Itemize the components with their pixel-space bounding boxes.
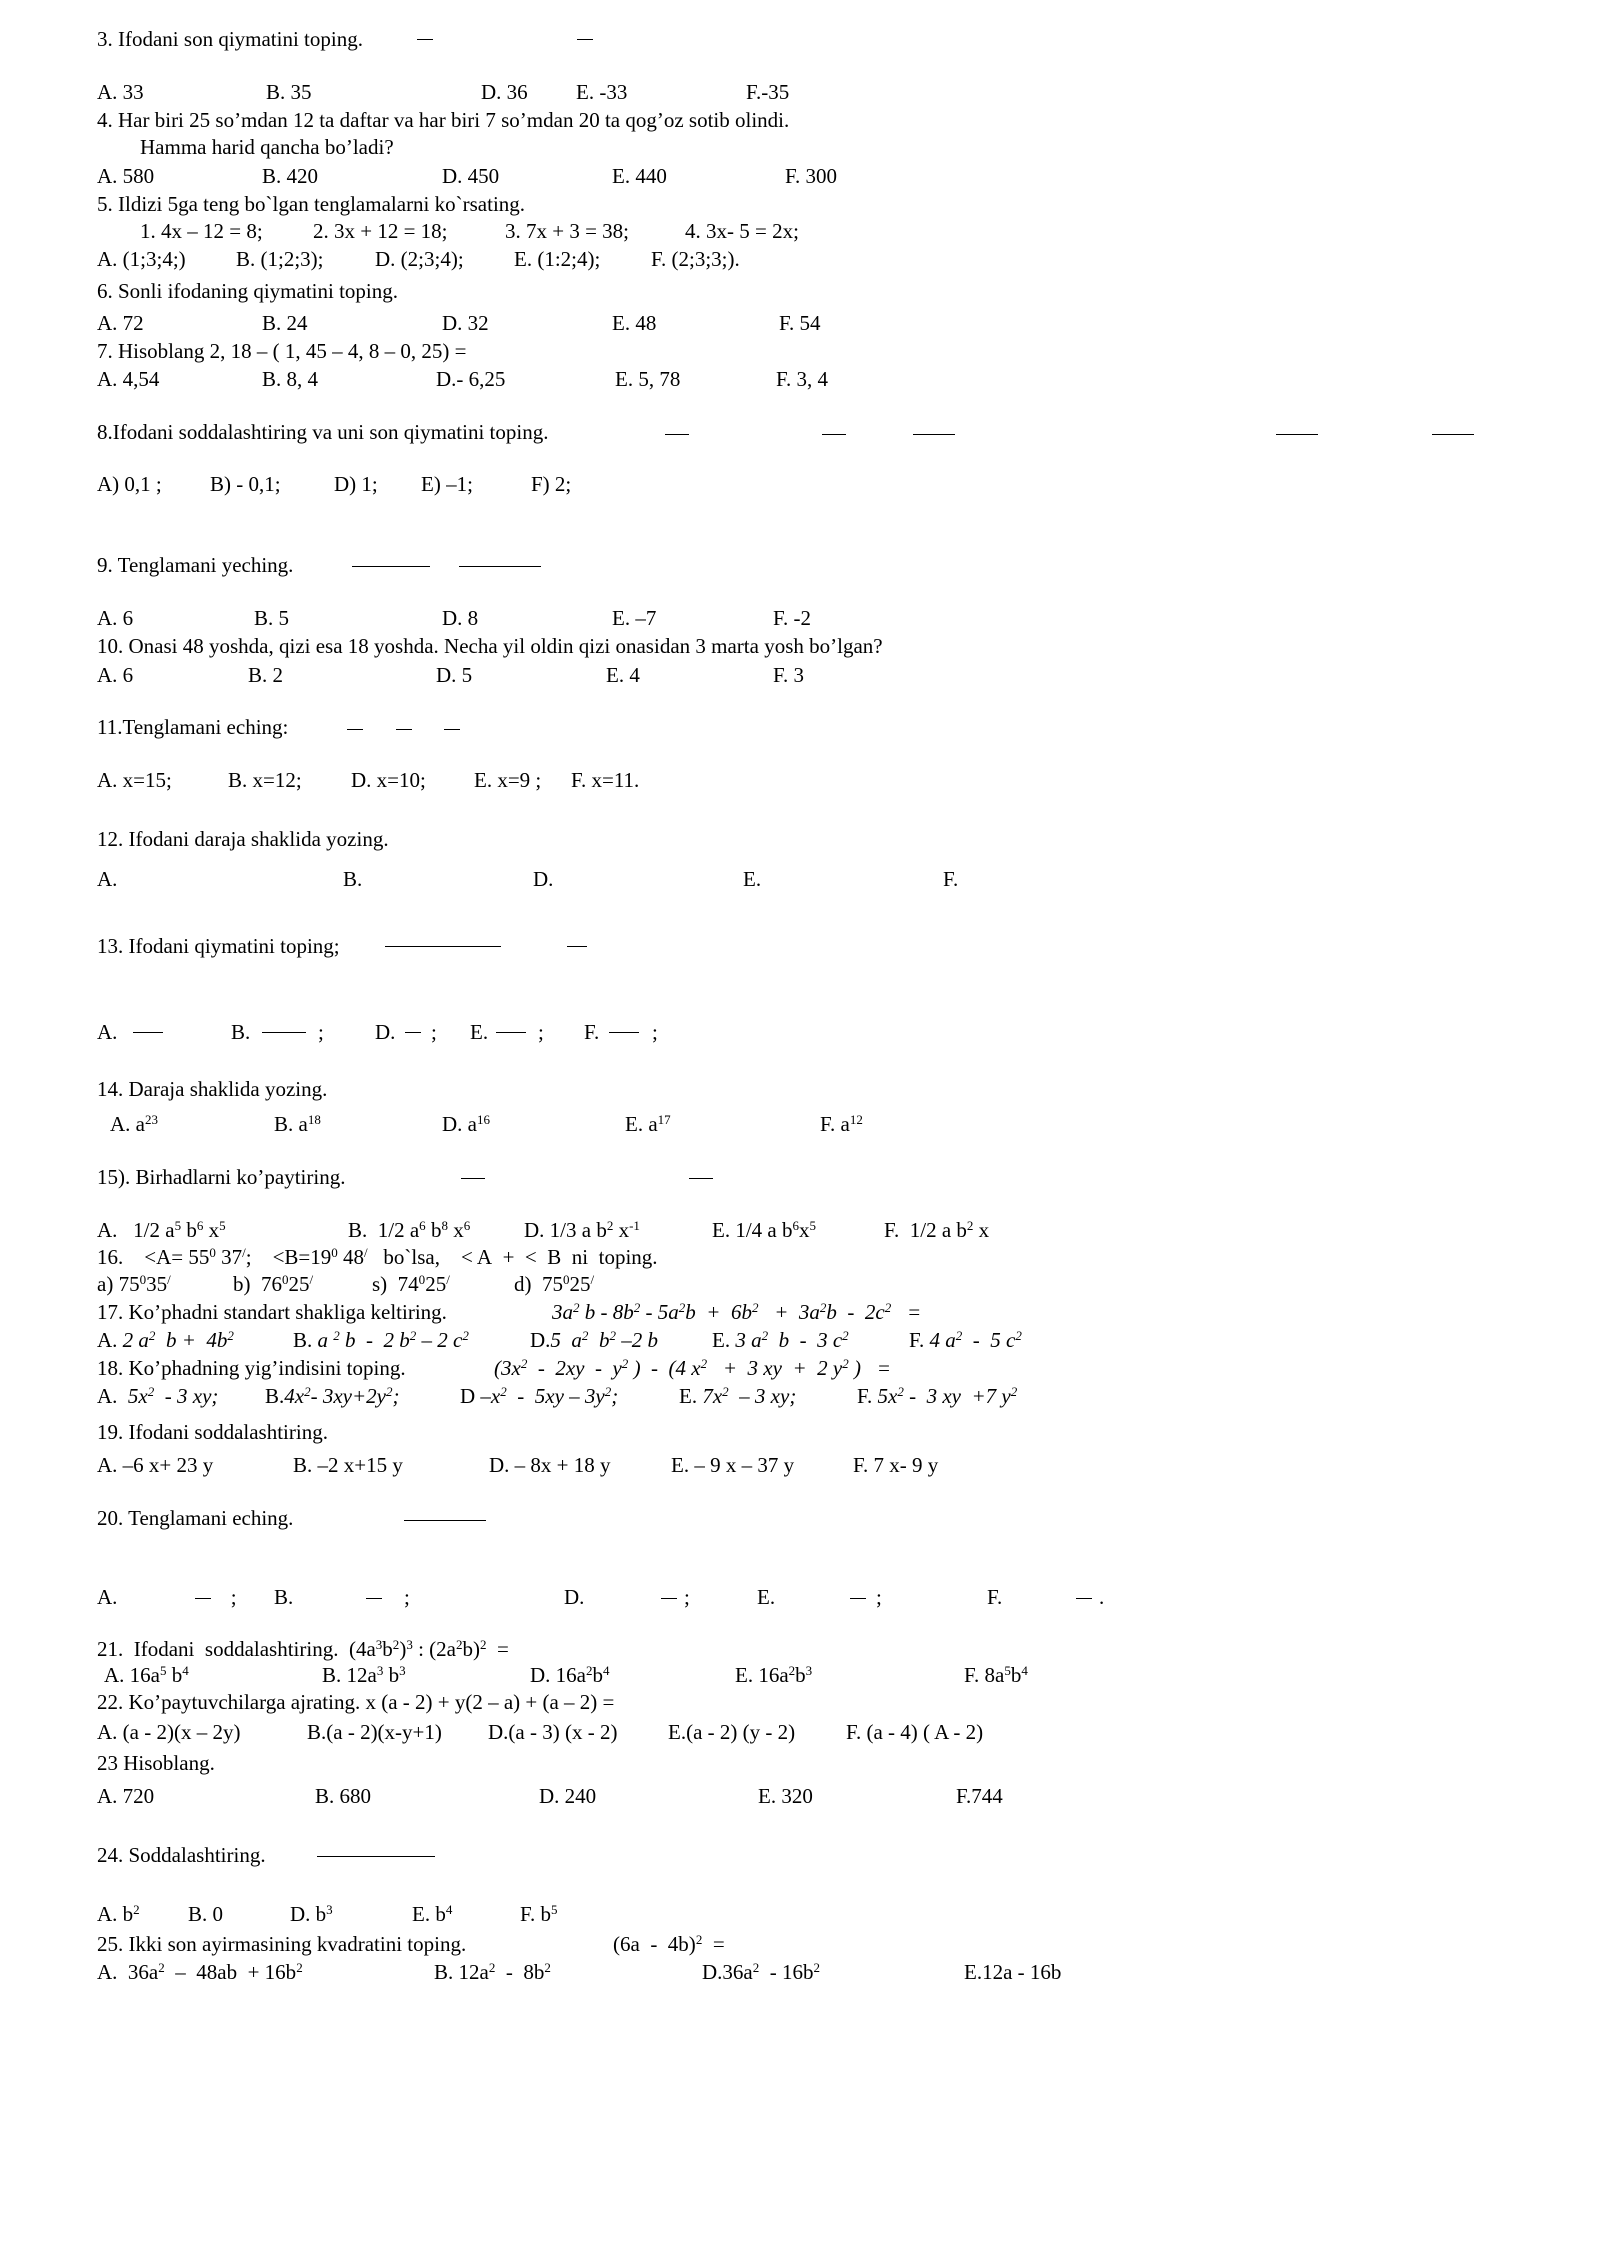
q18-option-a: A. $5x^2 - 3$ xy;	[97, 1383, 219, 1408]
fraction-bar	[850, 1598, 866, 1599]
q3-option-f: F.-35	[746, 80, 790, 104]
q6-option-d: D. 32	[442, 311, 489, 335]
q25-expression: (6a - 4b)$^2$ =	[613, 1931, 725, 1956]
q13-option-d-tail: ;	[431, 1020, 437, 1044]
q21-option-b: B. $12a^3$ $b^3$	[322, 1662, 406, 1687]
q3-option-d: D. 36	[481, 80, 528, 104]
q9-option-d: D. 8	[442, 606, 479, 630]
q20-option-e-tail: ;	[876, 1585, 882, 1609]
q20-option-f: F.	[987, 1585, 1003, 1609]
q14-option-e: E. $a^{17}$	[625, 1111, 671, 1136]
q5-option-f: F. (2;3;3;).	[651, 247, 740, 271]
q20-option-a-tail: ;	[194, 1585, 237, 1609]
q7-option-e: E. 5, 78	[615, 367, 681, 391]
q25-option-d: $D.36a^2 - 16b^2$	[702, 1959, 821, 1984]
q6-question: 6. Sonli ifodaning qiymatini toping.	[97, 279, 398, 303]
fraction-bar	[913, 434, 955, 435]
q9-option-b: B. 5	[254, 606, 290, 630]
q23-option-d: D. 240	[539, 1784, 597, 1808]
q10-option-e: E. 4	[606, 663, 640, 687]
q3-option-a: A. 33	[97, 80, 144, 104]
fraction-bar	[665, 434, 689, 435]
q16-question: 16. $<A= 55^0$ 37/; $<B=19^0$ 48/ bo`lsa, < A + < B ni toping.	[97, 1244, 658, 1269]
q5-eq-2: 2. 3x + 12 = 18;	[313, 219, 448, 243]
q25-question: 25. Ikki son ayirmasining kvadratini toping.	[97, 1932, 467, 1956]
q9-option-e: E. –7	[612, 606, 657, 630]
q19-question: 19. Ifodani soddalashtiring.	[97, 1420, 328, 1444]
fraction-bar	[417, 39, 433, 40]
q6-option-f: F. 54	[779, 311, 821, 335]
q18-option-f: F. $5x^2 - 3$ xy +7 $y^2$	[857, 1383, 1018, 1408]
q13-option-b-tail: ;	[318, 1020, 324, 1044]
q17-option-b: B. a $^2$ b - 2 $b^2 - 2$ $c^2$	[293, 1327, 469, 1352]
q16-option-s: s) $74^025^/$	[372, 1271, 450, 1296]
q17-option-d: D.5 $a^2$ $b^2$ –2 b	[530, 1327, 658, 1352]
q4-option-f: F. 300	[785, 164, 837, 188]
q3-option-b: B. 35	[266, 80, 312, 104]
q20-option-d: D.	[564, 1585, 585, 1609]
q20-option-a: A.	[97, 1585, 118, 1609]
q12-option-d: D.	[533, 867, 554, 891]
q18-expression: ($3x^2 - 2xy - y^2$ ) - (4 $x^2 + 3$ xy + 2 $y^2$ ) =	[494, 1355, 891, 1380]
q25-option-e: E.12a - 16b	[964, 1960, 1062, 1984]
q11-option-a: A. x=15;	[97, 768, 172, 792]
q18-question: 18. Ko’phadning yig’indisini toping.	[97, 1356, 406, 1380]
q22-option-f: F. (a - 4) ( A - 2)	[846, 1720, 984, 1744]
q14-option-b: B. $a^{18}$	[274, 1111, 321, 1136]
q4-option-a: A. 580	[97, 164, 155, 188]
q20-option-b: B.	[274, 1585, 294, 1609]
q11-option-b: B. x=12;	[228, 768, 302, 792]
q11-option-f: F. x=11.	[571, 768, 640, 792]
q4-option-e: E. 440	[612, 164, 667, 188]
q14-option-a: A. $a^{23}$	[110, 1111, 159, 1136]
q4-question: 4. Har biri 25 so’mdan 12 ta daftar va har biri 7 so’mdan 20 ta qog’oz sotib olindi.	[97, 108, 790, 132]
q6-option-e: E. 48	[612, 311, 657, 335]
q5-eq-3: 3. 7x + 3 = 38;	[505, 219, 630, 243]
q9-option-a: A. 6	[97, 606, 134, 630]
q7-option-f: F. 3, 4	[776, 367, 828, 391]
q5-option-e: E. (1:2;4);	[514, 247, 601, 271]
q5-option-a: A. (1;3;4;)	[97, 247, 186, 271]
q23-question: 23 Hisoblang.	[97, 1751, 215, 1775]
q5-option-b: B. (1;2;3);	[236, 247, 324, 271]
q15-option-f: F. 1/2 a $b^2$ x	[884, 1217, 990, 1242]
q17-option-a: A. 2 $a^2$ $b + 4b^2$	[97, 1327, 234, 1352]
fraction-bar	[822, 434, 846, 435]
fraction-bar	[262, 1032, 306, 1033]
q8-option-a: A) 0,1 ;	[97, 472, 162, 496]
q12-option-e: E.	[743, 867, 762, 891]
q19-option-a: A. –6 x+ 23 y	[97, 1453, 214, 1477]
q8-question: 8.Ifodani soddalashtiring va uni son qiymatini toping.	[97, 420, 549, 444]
q22-question: 22. Ko’paytuvchilarga ajrating. x (a - 2) + y(2 – a) + (a – 2) =	[97, 1690, 615, 1714]
fraction-bar	[396, 729, 412, 730]
q21-option-a: A. $16a^5$ $b^4$	[104, 1662, 189, 1687]
q7-option-d: D.- 6,25	[436, 367, 506, 391]
q22-option-a: A. (a - 2)(x – 2y)	[97, 1720, 241, 1744]
q18-option-d: D $-x^2 - 5xy - 3y^2$;	[460, 1383, 619, 1408]
q13-option-b: B.	[231, 1020, 251, 1044]
q24-question: 24. Soddalashtiring.	[97, 1843, 266, 1867]
q6-option-a: A. 72	[97, 311, 144, 335]
fraction-bar	[461, 1178, 485, 1179]
q24-option-a: A. $b^2$	[97, 1901, 140, 1926]
q16-option-d: d) $75^025^/$	[514, 1271, 595, 1296]
q14-option-f: F. $a^{12}$	[820, 1111, 863, 1136]
q5-eq-4: 4. 3x- 5 = 2x;	[685, 219, 799, 243]
fraction-bar	[347, 729, 363, 730]
q8-option-f: F) 2;	[531, 472, 572, 496]
q15-option-b: B. 1/2 $a^6$ $b^8$ $x^6$	[348, 1217, 471, 1242]
q20-question: 20. Tenglamani eching.	[97, 1506, 294, 1530]
q15-option-a: A. 1/2 $a^5$ $b^6$ $x^5$	[97, 1217, 226, 1242]
q10-option-b: B. 2	[248, 663, 284, 687]
q25-option-a: A. $36a^2 - 48ab + 16b^2$	[97, 1959, 303, 1984]
q16-option-a: a) $75^035^/$	[97, 1271, 171, 1296]
fraction-bar	[444, 729, 460, 730]
fraction-bar	[567, 946, 587, 947]
q24-option-f: F. $b^5$	[520, 1901, 558, 1926]
q12-option-f: F.	[943, 867, 959, 891]
fraction-bar	[385, 946, 501, 947]
q15-option-e: E. 1/4 a $b^6x^5$	[712, 1217, 817, 1242]
q5-eq-1: 1. 4x – 12 = 8;	[140, 219, 263, 243]
q12-option-a: A.	[97, 867, 118, 891]
q15-option-d: D. 1/3 a $b^2$ $x^{-1}$	[524, 1217, 640, 1242]
q10-option-a: A. 6	[97, 663, 134, 687]
q21-option-e: E. $16a^2b^3$	[735, 1662, 813, 1687]
q4-question-cont: Hamma harid qancha bo’ladi?	[140, 135, 394, 159]
q10-question: 10. Onasi 48 yoshda, qizi esa 18 yoshda. Necha yil oldin qizi onasidan 3 marta yosh bo’lgan?	[97, 634, 883, 658]
q4-option-d: D. 450	[442, 164, 500, 188]
q17-question: 17. Ko’phadni standart shakliga keltiring.	[97, 1300, 447, 1324]
q13-option-e: E.	[470, 1020, 489, 1044]
q12-question: 12. Ifodani daraja shaklida yozing.	[97, 827, 389, 851]
q13-option-f: F.	[584, 1020, 600, 1044]
q24-option-b: B. 0	[188, 1902, 224, 1926]
q20-option-f-tail: .	[1099, 1585, 1105, 1609]
q13-option-f-tail: ;	[652, 1020, 658, 1044]
q17-expression: $3a^2$ $b - 8b^2 - 5a^2b + 6b^2 + 3a^2b - 2c^2$ =	[552, 1299, 922, 1324]
q3-question: 3. Ifodani son qiymatini toping.	[97, 27, 363, 51]
q14-option-d: D. $a^{16}$	[442, 1111, 491, 1136]
fraction-bar	[459, 566, 541, 567]
q17-option-e: E. 3 $a^2$ b - 3 $c^2$	[712, 1327, 849, 1352]
q21-question: 21. Ifodani soddalashtiring. $(4a^3b^2)^3$ : $(2a^2b)^2$ =	[97, 1636, 509, 1661]
q13-question: 13. Ifodani qiymatini toping;	[97, 934, 340, 958]
q19-option-b: B. –2 x+15 y	[293, 1453, 403, 1477]
q19-option-f: F. 7 x- 9 y	[853, 1453, 939, 1477]
q24-option-e: E. $b^4$	[412, 1901, 453, 1926]
q8-option-e: E) –1;	[421, 472, 473, 496]
q19-option-d: D. – 8x + 18 y	[489, 1453, 611, 1477]
q4-option-b: B. 420	[262, 164, 319, 188]
fraction-bar	[366, 1598, 382, 1599]
fraction-bar	[496, 1032, 526, 1033]
q9-question: 9. Tenglamani yeching.	[97, 553, 294, 577]
q5-question: 5. Ildizi 5ga teng bo`lgan tenglamalarni ko`rsating.	[97, 192, 526, 216]
q6-option-b: B. 24	[262, 311, 308, 335]
q11-option-e: E. x=9 ;	[474, 768, 542, 792]
q13-option-a: A.	[97, 1020, 118, 1044]
q20-option-d-tail: ;	[684, 1585, 690, 1609]
q7-option-b: B. 8, 4	[262, 367, 319, 391]
q7-question: 7. Hisoblang 2, 18 – ( 1, 45 – 4, 8 – 0, 25) =	[97, 339, 467, 363]
q16-option-b: b) $76^025^/$	[233, 1271, 314, 1296]
q23-option-e: E. 320	[758, 1784, 813, 1808]
q20-option-b-tail: ;	[404, 1585, 410, 1609]
q13-option-e-tail: ;	[538, 1020, 544, 1044]
fraction-bar	[352, 566, 430, 567]
q9-option-f: F. -2	[773, 606, 811, 630]
fraction-bar	[195, 1598, 211, 1599]
q12-option-b: B.	[343, 867, 363, 891]
fraction-bar	[577, 39, 593, 40]
fraction-bar	[317, 1856, 435, 1857]
q5-option-d: D. (2;3;4);	[375, 247, 464, 271]
fraction-bar	[405, 1032, 421, 1033]
q17-option-f: F. 4 $a^2 - 5$ $c^2$	[909, 1327, 1022, 1352]
q10-option-d: D. 5	[436, 663, 473, 687]
q23-option-a: A. 720	[97, 1784, 155, 1808]
fraction-bar	[1432, 434, 1474, 435]
fraction-bar	[661, 1598, 677, 1599]
q15-question: 15). Birhadlarni ko’paytiring.	[97, 1165, 346, 1189]
q7-option-a: A. 4,54	[97, 367, 160, 391]
q19-option-e: E. – 9 x – 37 y	[671, 1453, 795, 1477]
fraction-bar	[609, 1032, 639, 1033]
q22-option-e: E.(a - 2) (y - 2)	[668, 1720, 796, 1744]
fraction-bar	[133, 1032, 163, 1033]
q8-option-b: B) - 0,1;	[210, 472, 281, 496]
q21-option-d: D. $16a^2b^4$	[530, 1662, 610, 1687]
fraction-bar	[404, 1520, 486, 1521]
q10-option-f: F. 3	[773, 663, 804, 687]
q14-question: 14. Daraja shaklida yozing.	[97, 1077, 328, 1101]
q22-option-d: D.(a - 3) (x - 2)	[488, 1720, 618, 1744]
q18-option-e: E. $7x^2 - 3$ xy;	[679, 1383, 797, 1408]
q18-option-b: $B.4x^2-$ $3xy+2y^2$;	[265, 1383, 400, 1408]
q22-option-b: B.(a - 2)(x-y+1)	[307, 1720, 442, 1744]
q21-option-f: F. $8a^5b^4$	[964, 1662, 1028, 1687]
q23-option-b: B. 680	[315, 1784, 372, 1808]
q11-question: 11.Tenglamani eching:	[97, 715, 289, 739]
q20-option-e: E.	[757, 1585, 776, 1609]
q25-option-b: B. $12a^2 - 8b^2$	[434, 1959, 551, 1984]
q24-option-d: D. $b^3$	[290, 1901, 333, 1926]
fraction-bar	[1076, 1598, 1092, 1599]
q11-option-d: D. x=10;	[351, 768, 426, 792]
q13-option-d: D.	[375, 1020, 396, 1044]
q8-option-d: D) 1;	[334, 472, 378, 496]
q3-option-e: E. -33	[576, 80, 628, 104]
q23-option-f: F.744	[956, 1784, 1003, 1808]
fraction-bar	[689, 1178, 713, 1179]
fraction-bar	[1276, 434, 1318, 435]
